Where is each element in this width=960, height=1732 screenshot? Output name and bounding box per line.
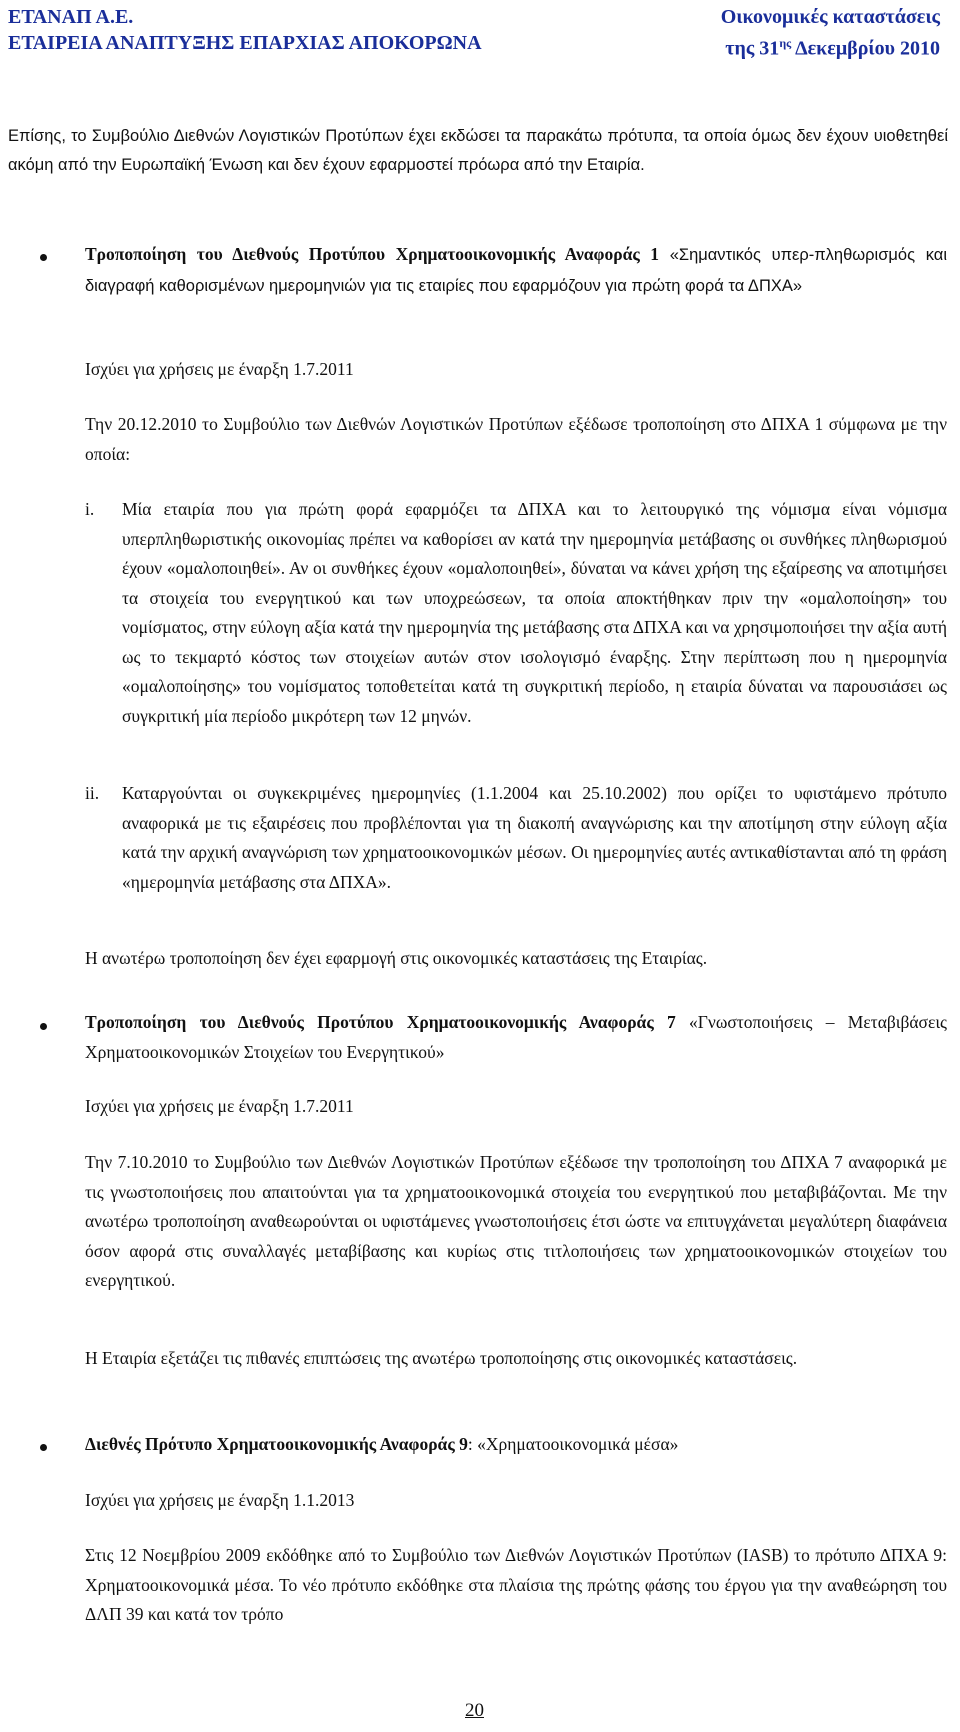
document-title: Οικονομικές καταστάσεις xyxy=(720,6,940,28)
section-1-effective: Ισχύει για χρήσεις με έναρξη 1.7.2011 xyxy=(85,359,354,379)
bullet-icon xyxy=(40,1023,47,1030)
section-1-paragraph: Την 20.12.2010 το Συμβούλιο των Διεθνών Λογιστικών Προτύπων εξέδωσε τροποποίηση στο ΔΠΧΑ 1 σύμφωνα με την οποία: xyxy=(85,414,947,464)
list-number: i. xyxy=(85,499,95,519)
list-number: ii. xyxy=(85,783,100,803)
bullet-icon xyxy=(40,1444,47,1451)
section-2-effective: Ισχύει για χρήσεις με έναρξη 1.7.2011 xyxy=(85,1096,354,1116)
section-1-title: Τροποποίηση του Διεθνούς Προτύπου Χρηματοοικονομικής Αναφοράς 1 «Σημαντικός υπερ-πληθωρισμός και διαγραφή καθορισμένων ημερομηνιών για τις εταιρίες που εφαρμόζουν για πρώτη φορά τα ΔΠΧΑ» xyxy=(85,244,947,295)
document-date: της $31^{\eta\varsigma}$ Δεκεμβρίου 2010 xyxy=(725,36,940,60)
section-3-title: Διεθνές Πρότυπο Χρηματοοικονομικής Αναφοράς 9: «Χρηματοοικονομικά μέσα» xyxy=(85,1434,679,1454)
company-full-name: ΕΤΑΙΡΕΙΑ ΑΝΑΠΤΥΞΗΣ ΕΠΑΡΧΙΑΣ ΑΠΟΚΟΡΩΝΑ xyxy=(8,32,482,54)
list-item: Μία εταιρία που για πρώτη φορά εφαρμόζει τα ΔΠΧΑ και το λειτουργικό της νόμισμα είναι νόμισμα υπερπληθωριστικής οικονομίας πρέπει να καθορίσει αν κατά την ημερομηνία μετάβασης οι συνθήκες πληθωρισμού έχουν «ομαλοποιηθεί». Αν οι συνθήκες έχουν «ομαλοποιηθεί», δύναται να κάνει χρήση της εξαίρεσης να αποτιμήσει τα στοιχεία του ενεργητικού και των υποχρεώσεων, τα οποία αποκτήθηκαν πριν την «ομαλοποίηση» του νομίσματος, στην εύλογη αξία κατά την ημερομηνία της μετάβασης στα ΔΠΧΑ και να χρησιμοποιήσει την αξία αυτή ως το τεκμαρτό κόστος των στοιχείων αυτών στον ισολογισμό έναρξης. Στην περίπτωση που η ημερομηνία «ομαλοποίησης» του νομίσματος τοποθετείται κατά τη συγκριτική περίοδο, η εταιρία δύναται να παρουσιάσει ως συγκριτική μία περίοδο μικρότερη των 12 μηνών. xyxy=(122,499,947,726)
section-3-effective: Ισχύει για χρήσεις με έναρξη 1.1.2013 xyxy=(85,1490,355,1510)
section-2-note: Η Εταιρία εξετάζει τις πιθανές επιπτώσεις της ανωτέρω τροποποίησης στις οικονομικές καταστάσεις. xyxy=(85,1348,798,1368)
section-2-title: Τροποποίηση του Διεθνούς Προτύπου Χρηματοοικονομικής Αναφοράς 7 «Γνωστοποιήσεις – Μεταβιβάσεις Χρηματοοικονομικών Στοιχείων του Ενεργητικού» xyxy=(85,1012,947,1062)
intro-paragraph: Επίσης, το Συμβούλιο Διεθνών Λογιστικών Προτύπων έχει εκδώσει τα παρακάτω πρότυπα, τα οποία όμως δεν έχουν υιοθετηθεί ακόμη από την Ευρωπαϊκή Ένωση και δεν έχουν εφαρμοστεί πρόωρα από την Εταιρία. xyxy=(8,127,948,174)
list-item: Καταργούνται οι συγκεκριμένες ημερομηνίες (1.1.2004 και 25.10.2002) που ορίζει το υφιστάμενο πρότυπο αναφορικά με τις εξαιρέσεις που προβλέπονται για τη διακοπή αναγνώρισης και την αποτίμηση στην εύλογη αξία κατά την αρχική αναγνώριση των χρηματοοικονομικών μέσων. Οι ημερομηνίες αυτές αντικαθίστανται από τη φράση «ημερομηνία μετάβασης στα ΔΠΧΑ». xyxy=(122,783,947,892)
bullet-icon xyxy=(40,254,47,261)
company-short-name: ΕΤΑΝΑΠ Α.Ε. xyxy=(8,6,134,28)
section-2-paragraph: Την 7.10.2010 το Συμβούλιο των Διεθνών Λογιστικών Προτύπων εξέδωσε την τροποποίηση του ΔΠΧΑ 7 αναφορικά με τις γνωστοποιήσεις που απαιτούνται για τα χρηματοοικονομικά στοιχεία του ενεργητικού που μεταβιβάζονται. Με την ανωτέρω τροποποίηση αναθεωρούνται οι υφιστάμενες γνωστοποιήσεις έτσι ώστε να επιτυγχάνεται μεγαλύτερη διαφάνεια όσον αφορά στις συναλλαγές μεταβίβασης και κυρίως στις τιτλοποιήσεις των χρηματοοικονομικών στοιχείων του ενεργητικού. xyxy=(85,1152,947,1290)
section-1-note: Η ανωτέρω τροποποίηση δεν έχει εφαρμογή στις οικονομικές καταστάσεις της Εταιρίας. xyxy=(85,948,708,968)
section-3-paragraph: Στις 12 Νοεμβρίου 2009 εκδόθηκε από το Συμβούλιο των Διεθνών Λογιστικών Προτύπων (IASB) το πρότυπο ΔΠΧΑ 9: Χρηματοοικονομικά μέσα. Το νέο πρότυπο εκδόθηκε στα πλαίσια της πρώτης φάσης του έργου για την αναθεώρηση του ΔΛΠ 39 και κατά τον τρόπο xyxy=(85,1545,947,1624)
page-number: 20 xyxy=(465,1700,484,1721)
page-header xyxy=(0,0,960,60)
